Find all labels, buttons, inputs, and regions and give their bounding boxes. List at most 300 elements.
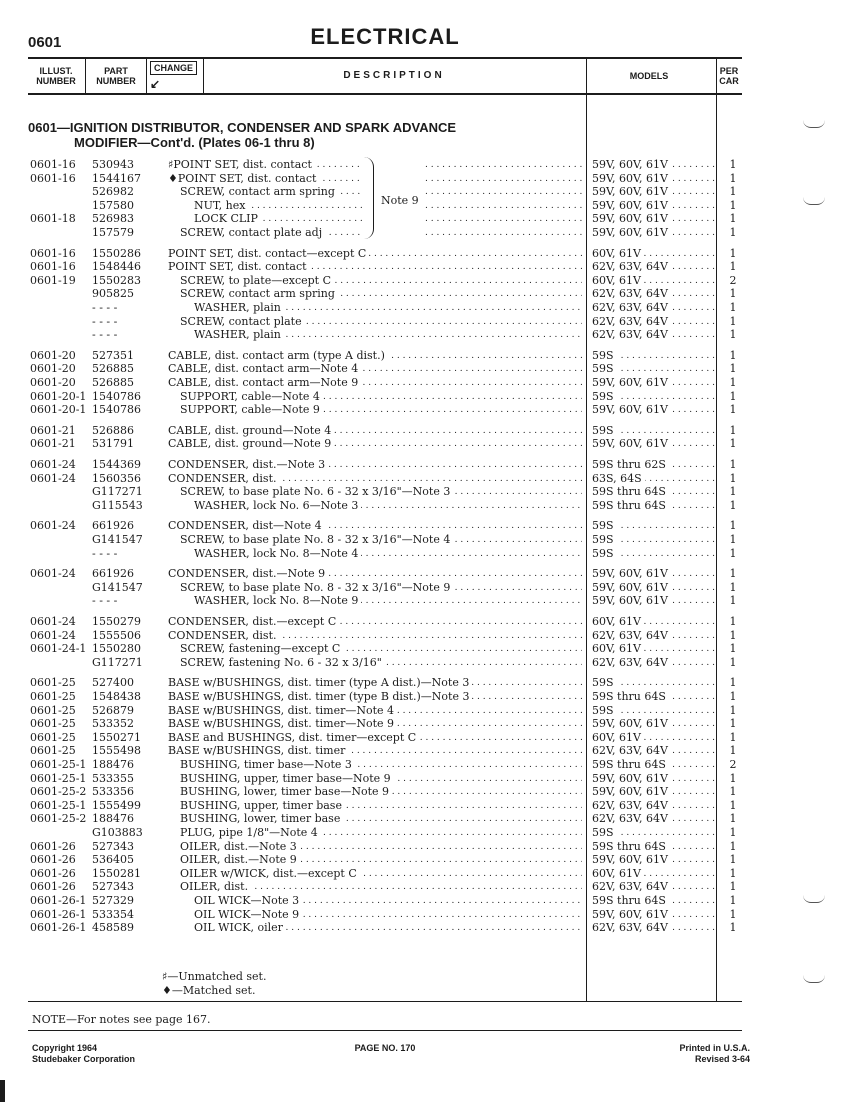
description-text: CABLE, dist. ground—Note 9 xyxy=(168,437,334,450)
divider xyxy=(146,57,147,93)
footer-printed: Printed in U.S.A. Revised 3-64 xyxy=(679,1043,750,1064)
description-text: BUSHING, upper, timer base xyxy=(180,799,345,812)
models xyxy=(592,349,718,363)
models-text: 60V, 61V xyxy=(592,867,644,880)
description-text: WASHER, lock No. 8—Note 4 xyxy=(194,547,361,560)
table-row xyxy=(0,840,850,854)
edge-mark xyxy=(0,1080,5,1102)
part-number: 533355 xyxy=(92,771,134,785)
description xyxy=(180,226,362,240)
description-text: BASE w/BUSHINGS, dist. timer xyxy=(168,744,348,757)
per-car-qty: 1 xyxy=(729,546,737,560)
description-text: CONDENSER, dist.—Note 3 xyxy=(168,458,328,471)
models xyxy=(592,812,718,826)
models-text: 62V, 63V, 64V xyxy=(592,921,671,934)
table-row xyxy=(0,328,850,342)
part-number: 1555498 xyxy=(92,744,141,758)
divider xyxy=(203,57,204,93)
per-car-qty: 1 xyxy=(729,533,737,546)
models-text: 59V, 60V, 61V xyxy=(592,199,671,212)
per-car-qty: 1 xyxy=(729,642,737,656)
description-text: BASE and BUSHINGS, dist. timer—except C xyxy=(168,731,419,744)
models xyxy=(592,185,718,199)
part-number: G103883 xyxy=(92,826,143,839)
table-row xyxy=(0,499,850,513)
description xyxy=(168,567,582,581)
leader-dots xyxy=(425,212,583,226)
footer-copyright: Copyright 1964 Studebaker Corporation xyxy=(32,1043,136,1064)
description xyxy=(194,921,582,935)
table-row xyxy=(0,274,850,288)
per-car-qty: 1 xyxy=(729,615,737,628)
description xyxy=(168,690,582,704)
models xyxy=(592,499,718,513)
models xyxy=(592,519,718,533)
description xyxy=(180,287,582,301)
models xyxy=(592,615,718,629)
part-number: 157580 xyxy=(92,198,134,212)
description xyxy=(180,758,582,772)
per-car-qty: 1 xyxy=(729,362,737,376)
models xyxy=(592,656,718,670)
description xyxy=(168,615,582,629)
description-text: SUPPORT, cable—Note 9 xyxy=(180,403,323,416)
models xyxy=(592,247,718,261)
part-number: 1550279 xyxy=(92,615,141,628)
per-car-qty: 1 xyxy=(729,212,737,226)
per-car-qty: 1 xyxy=(729,894,737,907)
models xyxy=(592,717,718,731)
models-text: 59S xyxy=(592,547,617,560)
table-row xyxy=(0,642,850,656)
table-row xyxy=(0,547,850,561)
models-text: 59S thru 64S xyxy=(592,758,669,771)
per-car-qty: 1 xyxy=(729,655,737,669)
per-car-qty: 1 xyxy=(729,628,737,642)
models xyxy=(592,301,718,315)
description-text: SCREW, contact plate adj xyxy=(180,226,325,239)
per-car-qty: 1 xyxy=(729,458,737,471)
illus-number: 0601-20-1 xyxy=(30,389,87,403)
models-text: 62V, 63V, 64V xyxy=(592,744,671,757)
description xyxy=(180,826,582,840)
per-car-qty: 1 xyxy=(729,348,737,362)
illus-number: 0601-20 xyxy=(30,376,76,389)
models-text: 59V, 60V, 61V xyxy=(592,581,671,594)
illus-number: 0601-25-1 xyxy=(30,798,87,812)
models-text: 59V, 60V, 61V xyxy=(592,908,671,921)
part-number: 527329 xyxy=(92,894,134,907)
per-car-qty: 1 xyxy=(729,921,737,935)
per-car-qty: 1 xyxy=(729,423,737,437)
per-car-qty: 1 xyxy=(729,771,737,785)
description xyxy=(180,785,582,799)
per-car-qty: 1 xyxy=(729,158,737,171)
per-car-qty: 1 xyxy=(729,567,737,581)
description-text: SCREW, contact arm spring xyxy=(180,287,338,300)
bottom-rule xyxy=(28,1001,742,1002)
table-row xyxy=(0,744,850,758)
description-text: SCREW, contact arm spring xyxy=(180,185,338,198)
legend-matched: ♦—Matched set. xyxy=(162,984,256,997)
illus-number: 0601-24-1 xyxy=(30,642,87,656)
part-number: G117271 xyxy=(92,485,143,499)
models-text: 59V, 60V, 61V xyxy=(592,185,671,198)
table-row xyxy=(0,315,850,329)
part-number: 458589 xyxy=(92,921,134,935)
part-number: 526886 xyxy=(92,423,134,437)
table-row xyxy=(0,260,850,274)
table-row xyxy=(0,287,850,301)
models xyxy=(592,840,718,854)
description-text: SCREW, contact plate xyxy=(180,315,305,328)
description-text: SCREW, to base plate No. 8 - 32 x 3/16"—Note 4 xyxy=(180,533,453,546)
illus-number: 0601-16 xyxy=(30,246,76,260)
description-text: LOCK CLIP xyxy=(194,212,261,225)
table-row xyxy=(0,376,850,390)
illus-number: 0601-21 xyxy=(30,423,76,437)
part-number: 1560356 xyxy=(92,471,141,485)
description xyxy=(168,247,582,261)
models-text: 59S xyxy=(592,826,617,839)
illus-number: 0601-20-1 xyxy=(30,403,87,417)
models-text: 62V, 63V, 64V xyxy=(592,260,671,273)
table-row xyxy=(0,158,850,172)
illus-number: 0601-25-2 xyxy=(30,785,87,799)
table-row xyxy=(0,799,850,813)
models xyxy=(592,424,718,438)
description xyxy=(194,212,362,226)
description-text: NUT, hex xyxy=(194,199,248,212)
models xyxy=(592,533,718,547)
part-number: 533352 xyxy=(92,717,134,731)
models xyxy=(592,629,718,643)
models-text: 59V, 60V, 61V xyxy=(592,376,671,389)
description-text: BASE w/BUSHINGS, dist. timer (type A dist.)—Note 3 xyxy=(168,676,472,689)
illus-number: 0601-20 xyxy=(30,362,76,376)
table-row xyxy=(0,349,850,363)
description-text: BUSHING, lower, timer base xyxy=(180,812,343,825)
description-text: CONDENSER, dist. xyxy=(168,629,280,642)
description-text: SCREW, to plate—except C xyxy=(180,274,334,287)
description-text: BUSHING, timer base—Note 3 xyxy=(180,758,355,771)
description xyxy=(194,894,582,908)
part-number: 661926 xyxy=(92,567,134,581)
illus-number: 0601-16 xyxy=(30,171,76,185)
models xyxy=(592,704,718,718)
per-car-qty: 1 xyxy=(729,703,737,717)
description xyxy=(168,704,582,718)
part-number: G141547 xyxy=(92,533,143,546)
part-number: 188476 xyxy=(92,812,134,826)
models xyxy=(592,199,718,213)
col-description: DESCRIPTION xyxy=(343,70,445,81)
per-car-qty: 1 xyxy=(729,314,737,328)
per-car-qty: 1 xyxy=(729,690,737,703)
models xyxy=(592,758,718,772)
part-number: 1548438 xyxy=(92,690,141,703)
table-row xyxy=(0,615,850,629)
illus-number: 0601-25-2 xyxy=(30,812,87,826)
per-car-qty: 1 xyxy=(729,519,737,533)
illus-number: 0601-26-1 xyxy=(30,907,87,921)
table-row xyxy=(0,772,850,786)
part-number: 1555506 xyxy=(92,628,141,642)
illus-number: 0601-25 xyxy=(30,703,76,717)
description-text: OILER, dist. xyxy=(180,880,251,893)
models xyxy=(592,315,718,329)
illus-number: 0601-19 xyxy=(30,273,76,287)
part-number: 1540786 xyxy=(92,389,141,403)
per-car-qty: 1 xyxy=(729,485,737,499)
table-row xyxy=(0,785,850,799)
illus-number: 0601-24 xyxy=(30,519,76,533)
part-number: 536405 xyxy=(92,853,134,867)
description-text: OILER, dist.—Note 9 xyxy=(180,853,300,866)
description xyxy=(168,437,582,451)
part-number: 527343 xyxy=(92,880,134,894)
table-row xyxy=(0,247,850,261)
description xyxy=(168,172,362,186)
description xyxy=(168,458,582,472)
models-text: 59V, 60V, 61V xyxy=(592,403,671,416)
per-car-qty: 1 xyxy=(729,812,737,826)
description xyxy=(180,315,582,329)
models-text: 62V, 63V, 64V xyxy=(592,799,671,812)
models-text: 60V, 61V xyxy=(592,274,644,287)
per-car-qty: 1 xyxy=(729,328,737,342)
description-text: BUSHING, lower, timer base—Note 9 xyxy=(180,785,392,798)
description-text: SUPPORT, cable—Note 4 xyxy=(180,390,323,403)
models-text: 62V, 63V, 64V xyxy=(592,301,671,314)
models xyxy=(592,212,718,226)
part-number: 1550286 xyxy=(92,246,141,260)
models-text: 62V, 63V, 64V xyxy=(592,812,671,825)
models xyxy=(592,867,718,881)
models-text: 60V, 61V xyxy=(592,615,644,628)
description xyxy=(194,499,582,513)
part-number: 1550271 xyxy=(92,730,141,744)
description xyxy=(168,376,582,390)
models-text: 59V, 60V, 61V xyxy=(592,158,671,171)
models-text: 62V, 63V, 64V xyxy=(592,656,671,669)
leader-dots xyxy=(425,158,583,172)
description xyxy=(168,260,582,274)
models-text: 59V, 60V, 61V xyxy=(592,785,671,798)
table-row xyxy=(0,731,850,745)
illus-number: 0601-26 xyxy=(30,866,76,880)
models-text: 59V, 60V, 61V xyxy=(592,172,671,185)
illus-number: 0601-26 xyxy=(30,880,76,894)
part-number: 527343 xyxy=(92,839,134,853)
models-text: 59S xyxy=(592,362,617,375)
table-row xyxy=(0,908,850,922)
description-text: CABLE, dist. contact arm—Note 9 xyxy=(168,376,361,389)
models xyxy=(592,921,718,935)
description-text: SCREW, fastening No. 6 - 32 x 3/16" xyxy=(180,656,385,669)
description-text: CONDENSER, dist—Note 4 xyxy=(168,519,325,532)
table-row xyxy=(0,172,850,186)
illus-number: 0601-16 xyxy=(30,158,76,171)
description xyxy=(194,908,582,922)
table-row xyxy=(0,581,850,595)
col-change: CHANGE xyxy=(150,61,197,75)
per-car-qty: 1 xyxy=(729,594,737,608)
column-header xyxy=(28,57,742,95)
per-car-qty: 1 xyxy=(729,730,737,744)
per-car-qty: 1 xyxy=(729,853,737,867)
part-number: 526982 xyxy=(92,185,134,199)
description-text: WASHER, plain xyxy=(194,301,284,314)
illus-number: 0601-26-1 xyxy=(30,894,87,907)
table-row xyxy=(0,458,850,472)
description xyxy=(180,485,582,499)
leader-dots xyxy=(425,199,583,213)
illus-number: 0601-25-1 xyxy=(30,771,87,785)
table-row xyxy=(0,533,850,547)
models-text: 62V, 63V, 64V xyxy=(592,315,671,328)
per-car-qty: 1 xyxy=(729,260,737,274)
models xyxy=(592,485,718,499)
part-number: 526885 xyxy=(92,376,134,389)
part-number: 905825 xyxy=(92,287,134,301)
brace-note: Note 9 xyxy=(381,194,419,207)
table-row xyxy=(0,362,850,376)
part-number: 526879 xyxy=(92,703,134,717)
models-text: 62V, 63V, 64V xyxy=(592,629,671,642)
table-row xyxy=(0,212,850,226)
models-text: 62V, 63V, 64V xyxy=(592,328,671,341)
description xyxy=(168,362,582,376)
illus-number: 0601-25 xyxy=(30,744,76,758)
models-text: 62V, 63V, 64V xyxy=(592,880,671,893)
table-row xyxy=(0,826,850,840)
models xyxy=(592,260,718,274)
models-text: 59S thru 64S xyxy=(592,894,669,907)
description xyxy=(194,328,582,342)
illus-number: 0601-21 xyxy=(30,437,76,451)
table-row xyxy=(0,424,850,438)
description-text: BUSHING, upper, timer base—Note 9 xyxy=(180,772,394,785)
models xyxy=(592,826,718,840)
part-number: 526885 xyxy=(92,362,134,376)
models xyxy=(592,908,718,922)
illus-number: 0601-18 xyxy=(30,212,76,226)
models-text: 59V, 60V, 61V xyxy=(592,226,671,239)
description-text: ♯POINT SET, dist. contact xyxy=(168,158,315,171)
description xyxy=(180,185,362,199)
models-text: 60V, 61V xyxy=(592,642,644,655)
description-text: CONDENSER, dist.—except C xyxy=(168,615,339,628)
part-number: 188476 xyxy=(92,758,134,771)
models-text: 62V, 63V, 64V xyxy=(592,287,671,300)
part-number: 1548446 xyxy=(92,260,141,274)
models xyxy=(592,567,718,581)
col-part-number: PART NUMBER xyxy=(96,66,136,86)
description xyxy=(180,840,582,854)
models xyxy=(592,676,718,690)
per-car-qty: 1 xyxy=(729,580,737,594)
description-text: POINT SET, dist. contact xyxy=(168,260,310,273)
description-text: OIL WICK, oiler xyxy=(194,921,286,934)
note-rule xyxy=(28,1030,742,1031)
description xyxy=(180,853,582,867)
change-arrow-icon: ↙ xyxy=(150,77,161,91)
table-row xyxy=(0,567,850,581)
illus-number: 0601-24 xyxy=(30,471,76,485)
note-brace xyxy=(364,157,374,239)
per-car-qty: 1 xyxy=(729,785,737,799)
table-row xyxy=(0,880,850,894)
per-car-qty: 1 xyxy=(729,403,737,417)
per-car-qty: 1 xyxy=(729,226,737,239)
models-text: 59S thru 64S xyxy=(592,690,669,703)
page-title: ELECTRICAL xyxy=(310,24,460,49)
illus-number: 0601-20 xyxy=(30,348,76,362)
illus-number: 0601-26 xyxy=(30,853,76,867)
part-number: 530943 xyxy=(92,158,134,171)
models-text: 59S xyxy=(592,390,617,403)
illus-number: 0601-25 xyxy=(30,717,76,731)
models xyxy=(592,853,718,867)
description xyxy=(168,424,582,438)
models-text: 59S thru 62S xyxy=(592,458,669,471)
models-text: 59S xyxy=(592,533,617,546)
part-number: 533354 xyxy=(92,907,134,921)
models xyxy=(592,690,718,704)
per-car-qty: 1 xyxy=(729,866,737,880)
table-row xyxy=(0,519,850,533)
per-car-qty: 1 xyxy=(729,907,737,921)
note-text: NOTE—For notes see page 167. xyxy=(32,1013,211,1026)
description xyxy=(168,158,362,172)
description xyxy=(180,772,582,786)
models-text: 59V, 60V, 61V xyxy=(592,437,671,450)
table-row xyxy=(0,390,850,404)
description-text: CABLE, dist. ground—Note 4 xyxy=(168,424,334,437)
description-text: PLUG, pipe 1/8"—Note 4 xyxy=(180,826,321,839)
models xyxy=(592,287,718,301)
models xyxy=(592,472,718,486)
description-text: SCREW, to base plate No. 6 - 32 x 3/16"—Note 3 xyxy=(180,485,453,498)
table-row xyxy=(0,226,850,240)
description xyxy=(194,547,582,561)
section-title: 0601—IGNITION DISTRIBUTOR, CONDENSER AND SPARK ADVANCE xyxy=(28,120,457,135)
models xyxy=(592,894,718,908)
part-number: 533356 xyxy=(92,785,134,799)
table-row xyxy=(0,629,850,643)
per-car-qty: 1 xyxy=(729,301,737,314)
part-number: 531791 xyxy=(92,437,134,451)
models xyxy=(592,390,718,404)
models xyxy=(592,880,718,894)
description xyxy=(194,594,582,608)
per-car-qty: 1 xyxy=(729,471,737,485)
per-car-qty: 1 xyxy=(729,171,737,185)
illus-number: 0601-16 xyxy=(30,260,76,274)
models xyxy=(592,642,718,656)
per-car-qty: 1 xyxy=(729,287,737,301)
table-row xyxy=(0,485,850,499)
part-number: 527400 xyxy=(92,676,134,690)
part-number: G141547 xyxy=(92,580,143,594)
description xyxy=(194,301,582,315)
table-row xyxy=(0,656,850,670)
description-text: OIL WICK—Note 9 xyxy=(194,908,302,921)
description xyxy=(180,581,582,595)
illus-number: 0601-26 xyxy=(30,839,76,853)
models xyxy=(592,594,718,608)
